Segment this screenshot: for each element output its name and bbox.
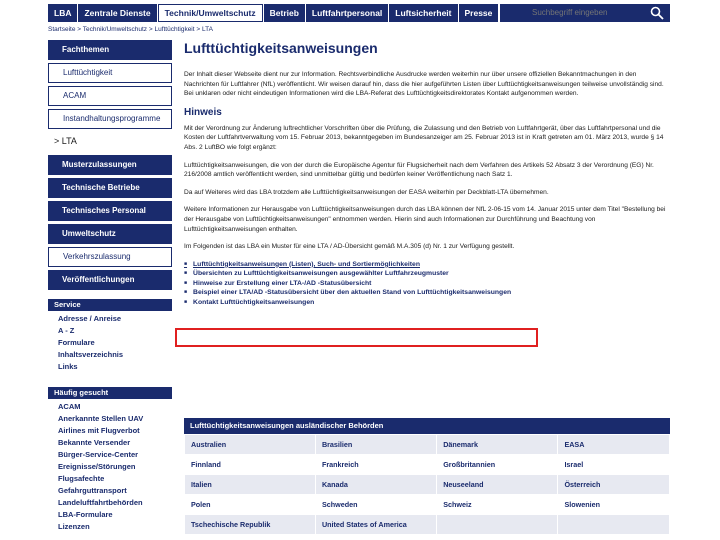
main-content — [184, 40, 670, 307]
sidebar-item-acam[interactable]: ACAM — [48, 86, 172, 106]
country-link[interactable]: Italien — [185, 475, 316, 495]
table-row — [185, 515, 670, 535]
country-link[interactable]: Dänemark — [437, 435, 558, 455]
frequent-link[interactable]: Flugsafechte — [58, 474, 105, 483]
table-row — [185, 455, 670, 475]
sidebar-item-fachthemen[interactable]: Fachthemen — [48, 40, 172, 60]
folgenden-text: Im Folgenden ist das LBA ein Muster für eine LTA / AD-Übersicht gemäß M.A.305 (d) Nr. 1 zur Verfügung gestellt. — [184, 243, 515, 251]
country-link[interactable]: United States of America — [315, 515, 436, 535]
tab-betrieb[interactable]: Betrieb — [264, 4, 305, 22]
table-row — [185, 475, 670, 495]
service-link-a-z[interactable]: A - Z — [58, 326, 75, 335]
country-link[interactable]: Brasilien — [315, 435, 436, 455]
country-link[interactable]: Finnland — [185, 455, 316, 475]
service-link-links[interactable]: Links — [58, 362, 78, 371]
sidebar-item-musterzulassungen[interactable]: Musterzulassungen — [48, 155, 172, 175]
country-link[interactable]: Schweden — [315, 495, 436, 515]
country-link[interactable]: Kanada — [315, 475, 436, 495]
sidebar-item-technisches-personal[interactable]: Technisches Personal — [48, 201, 172, 221]
country-grid — [184, 434, 670, 535]
frequent-link[interactable]: ACAM — [58, 402, 81, 411]
service-link-formulare[interactable]: Formulare — [58, 338, 95, 347]
link-hinweise-statusuebersicht[interactable]: ■ Hinweise zur Erstellung einer LTA-/AD -Statusübersicht — [184, 279, 670, 289]
country-link[interactable]: Israel — [558, 455, 670, 475]
service-links — [48, 311, 172, 377]
country-link[interactable]: Slowenien — [558, 495, 670, 515]
country-link[interactable]: Neuseeland — [437, 475, 558, 495]
page-title: Lufttüchtigkeitsanweisungen — [184, 40, 378, 56]
frequent-link[interactable]: LBA-Formulare — [58, 510, 113, 519]
service-link-adresse[interactable]: Adresse / Anreise — [58, 314, 122, 323]
country-link[interactable]: Österreich — [558, 475, 670, 495]
foreign-authorities-table — [184, 418, 670, 535]
hinweis-paragraph-1: Mit der Verordnung zur Änderung luftrechtlicher Vorschriften über die Prüfung, die Zulassung und den Betrieb von Luftfahrtgerät, über das Luftfahrtpersonal und die Kosten der Luftfahrtverwaltung vom 15. Februar 2013, bekanntgegeben im Bundesanzeiger am 25. Februar 2013 ist in Kraft getreten am 01. März 2013, wurde § 14 Abs. 2 LuftBO wie folgt ergänzt: — [184, 124, 664, 151]
hinweis-heading: Hinweis — [184, 106, 222, 118]
link-uebersichten[interactable]: ■ Übersichten zu Lufttüchtigkeitsanweisungen ausgewählter Luftfahrzeugmuster — [184, 269, 670, 279]
link-kontakt[interactable]: ■ Kontakt Lufttüchtigkeitsanweisungen — [184, 298, 670, 308]
table-row — [185, 435, 670, 455]
service-link-inhaltsverzeichnis[interactable]: Inhaltsverzeichnis — [58, 350, 124, 359]
sidebar-item-technische-betriebe[interactable]: Technische Betriebe — [48, 178, 172, 198]
weitere-info-text: Weitere Informationen zur Herausgabe von Lufttüchtigkeitsanweisungen durch das LBA können der NfL 2-06-15 vom 14. Januar 2015 unter dem Titel "Bestellung bei der Herausgabe von Lufttüchtigkeitsanweisungen" entnommen werden. Hierin sind auch Informationen zur Durchführung und Beachtung von Lufttüchtigkeitsanweisungen enthalten. — [184, 206, 666, 233]
lta-links — [184, 260, 670, 308]
sidebar-item-lta[interactable]: > LTA — [48, 132, 172, 152]
frequent-link[interactable]: Anerkannte Stellen UAV — [58, 414, 144, 423]
frequent-link[interactable]: Bekannte Versender — [58, 438, 131, 447]
service-heading: Service — [48, 299, 172, 311]
hinweis-paragraph-2: Lufttüchtigkeitsanweisungen, die von der durch die Europäische Agentur für Flugsicherheit nach dem Verfahren des Artikels 52 Absatz 3 der Verordnung (EG) Nr. 216/2008 amtlich veröffentlicht werden, sind unmittelbar gültig und bedürfen keiner Veröffentlichung nach Satz 1. — [184, 161, 654, 179]
frequent-link[interactable]: Lizenzen — [58, 522, 90, 531]
country-link[interactable]: Schweiz — [437, 495, 558, 515]
link-beispiel-statusuebersicht[interactable]: ■ Beispiel einer LTA/AD -Statusübersicht über den aktuellen Stand von Lufttüchtigkeitsanweisungen — [184, 288, 670, 298]
sidebar-item-lufttuechtigkeit[interactable]: Lufttüchtigkeit — [48, 63, 172, 83]
tab-technik-umweltschutz[interactable]: Technik/Umweltschutz — [158, 4, 263, 22]
sidebar-item-label: LTA — [61, 136, 77, 146]
search-box — [500, 4, 670, 22]
frequent-link[interactable]: Ereignisse/Störungen — [58, 462, 136, 471]
country-link[interactable]: Australien — [185, 435, 316, 455]
country-link — [437, 515, 558, 535]
sidebar — [48, 40, 172, 537]
sidebar-item-umweltschutz[interactable]: Umweltschutz — [48, 224, 172, 244]
frequent-links — [48, 399, 172, 537]
intro-text: Der Inhalt dieser Webseite dient nur zur Information. Rechtsverbindliche Ausdrucke werden weiterhin nur über unsere offiziellen Bekanntmachungen in den Nachrichten für Luftfahrer (NfL) veröffentlicht. Wir weisen darauf hin, dass die hier aufgeführten Listen über Lufttüchtigkeitsanweisungen teilweise unvollständig sind. Bei unklaren oder nicht eindeutigen Informationen wird die LBA-Referat des Lufttüchtigkeitsdirektorates Kontakt aufgenommen werden. — [184, 71, 664, 98]
frequent-link[interactable]: Airlines mit Flugverbot — [58, 426, 140, 435]
country-link[interactable]: Großbritannien — [437, 455, 558, 475]
country-link[interactable]: EASA — [558, 435, 670, 455]
tab-luftfahrtpersonal[interactable]: Luftfahrtpersonal — [306, 4, 388, 22]
table-row — [185, 495, 670, 515]
country-link — [558, 515, 670, 535]
country-link[interactable]: Tschechische Republik — [185, 515, 316, 535]
breadcrumb[interactable]: Startseite > Technik/Umweltschutz > Lufttüchtigkeit > LTA — [48, 26, 213, 33]
frequent-heading: Häufig gesucht — [48, 387, 172, 399]
country-link[interactable]: Frankreich — [315, 455, 436, 475]
sidebar-item-verkehrszulassung[interactable]: Verkehrszulassung — [48, 247, 172, 267]
tab-luftsicherheit[interactable]: Luftsicherheit — [389, 4, 457, 22]
frequent-link[interactable]: Landeluftfahrtbehörden — [58, 498, 143, 507]
tab-lba[interactable]: LBA — [48, 4, 77, 22]
search-input[interactable] — [530, 6, 652, 18]
tab-presse[interactable]: Presse — [459, 4, 499, 22]
sidebar-item-veroeffentlichungen[interactable]: Veröffentlichungen — [48, 270, 172, 290]
hinweis-paragraph-3: Da auf Weiteres wird das LBA trotzdem alle Lufttüchtigkeitsanweisungen der EASA weiterhin per Deckblatt-LTA übernehmen. — [184, 188, 549, 196]
frequent-link[interactable]: Gefahrguttransport — [58, 486, 127, 495]
tab-zentrale-dienste[interactable]: Zentrale Dienste — [78, 4, 156, 22]
magnifier-icon[interactable] — [650, 6, 664, 20]
frequent-link[interactable]: Bürger-Service-Center — [58, 450, 139, 459]
sidebar-item-instandhaltungsprogramme[interactable]: Instandhaltungsprogramme — [48, 109, 172, 129]
country-link[interactable]: Polen — [185, 495, 316, 515]
link-lta-listen[interactable]: ■ Lufttüchtigkeitsanweisungen (Listen), Such- und Sortiermöglichkeiten — [184, 260, 670, 270]
highlight-box — [175, 328, 538, 347]
foreign-heading: Lufttüchtigkeitsanweisungen ausländischer Behörden — [184, 418, 670, 434]
